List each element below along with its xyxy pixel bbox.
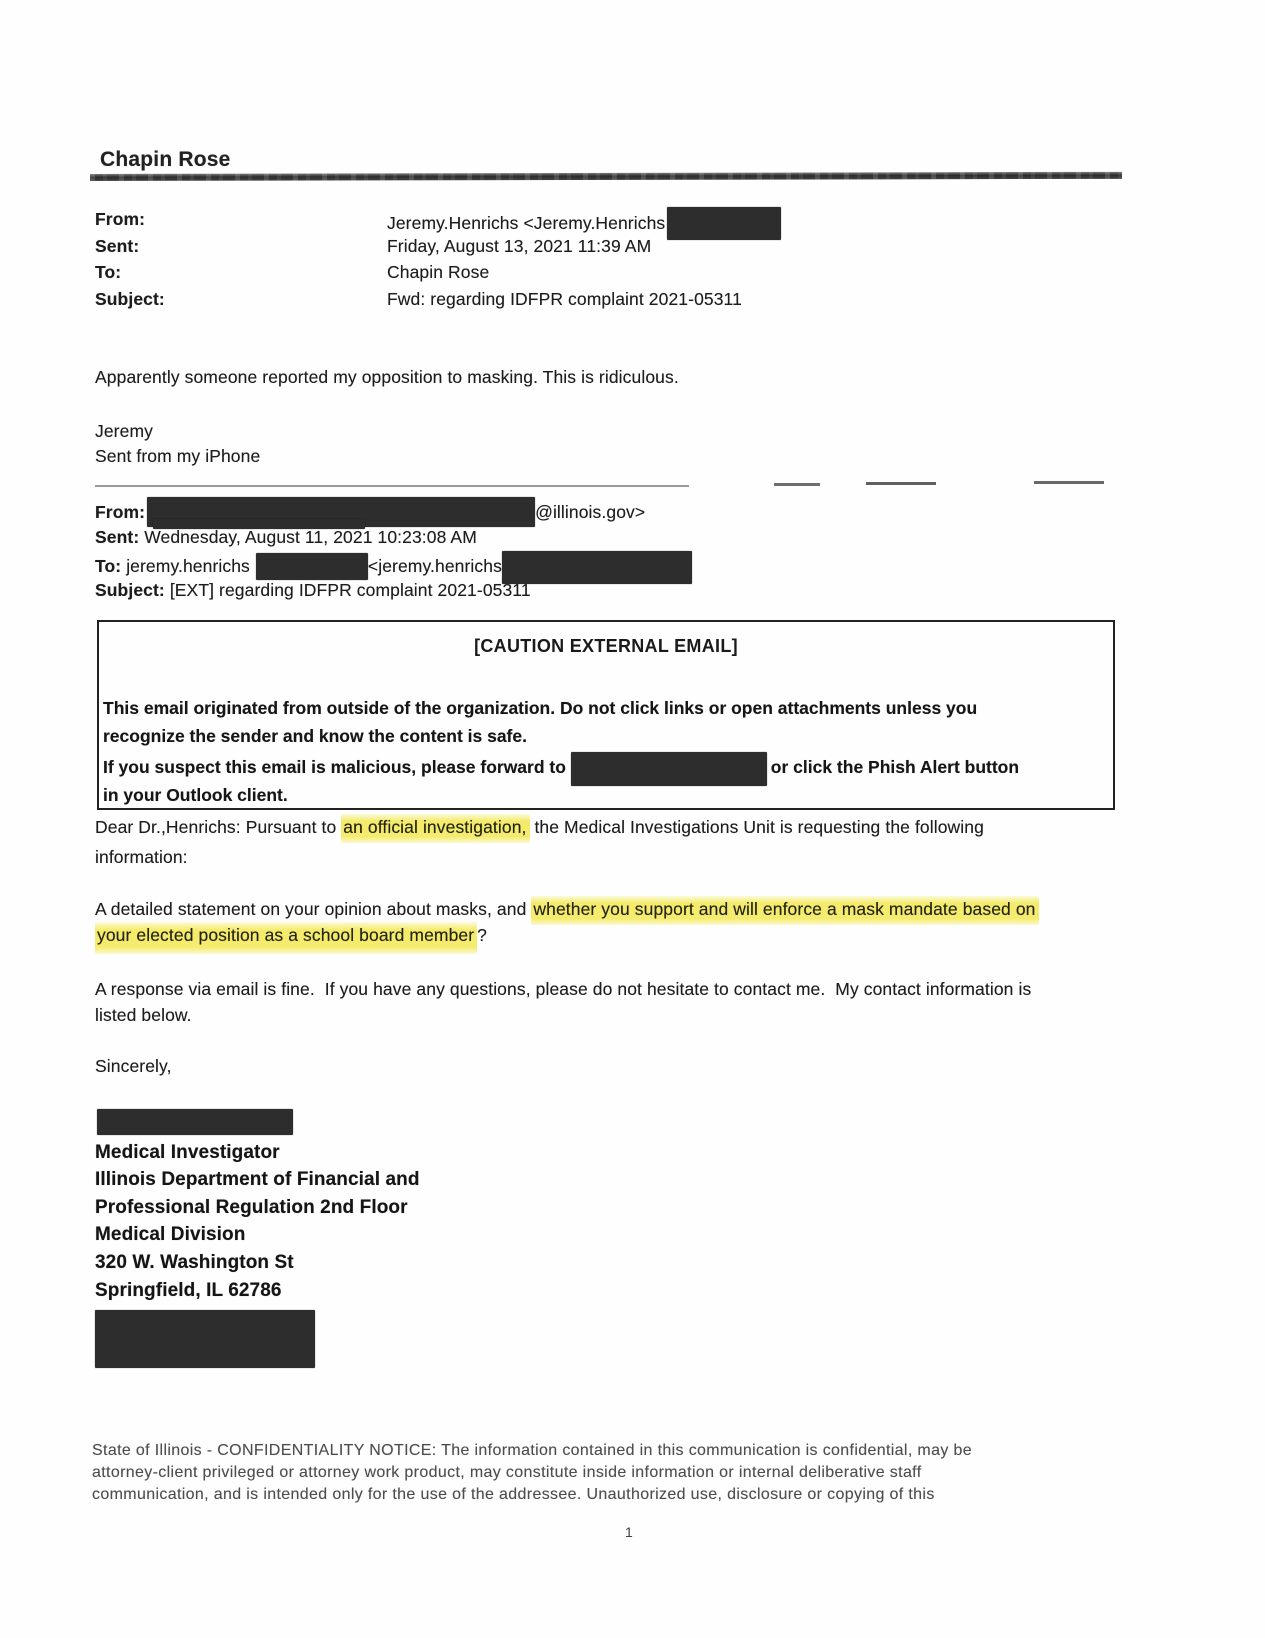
body-text: ? [477,925,488,945]
body-text: the Medical Investigations Unit is requesting the following [529,817,984,837]
signature-line-division: Medical Division [95,1224,246,1245]
body-text: A detailed statement on your opinion about masks, and [95,899,532,919]
caution-line-1: This email originated from outside of the organization. Do not click links or open attachments unless you [103,698,978,718]
email2-sent-row [95,525,477,549]
closing-line: Sincerely, [95,1056,172,1076]
scan-artifact-dash [774,483,820,486]
redaction-box [667,207,781,240]
page-title: Chapin Rose [100,148,231,171]
caution-external-email-box [97,620,1115,810]
email1-sent-label: Sent: [95,236,140,256]
email1-subject-value: Fwd: regarding IDFPR complaint 2021-05311 [387,289,742,309]
highlighted-text: an official investigation, [341,814,529,843]
email2-subject-label: Subject: [95,580,165,600]
email2-from-label: From: [95,502,146,522]
signature-line-city: Springfield, IL 62786 [95,1280,282,1301]
email2-from-suffix: @illinois.gov> [535,502,646,522]
scan-artifact-dash [1034,481,1104,484]
caution-title: [CAUTION EXTERNAL EMAIL] [474,636,738,656]
caution-line-3 [103,752,1019,786]
body-text: Dear Dr.,Henrichs: Pursuant to [95,817,342,837]
email2-sent-value: Wednesday, August 11, 2021 10:23:08 AM [144,527,477,547]
confidentiality-notice-line3: communication, and is intended only for the use of the addressee. Unauthorized use, disclosure or copying of this [92,1486,935,1503]
body-paragraph2-line2 [95,923,487,947]
signature-line-street: 320 W. Washington St [95,1252,294,1273]
body-paragraph2-line1 [95,897,1039,921]
email1-sender-name: Jeremy [95,421,153,441]
email2-sent-label: Sent: [95,527,140,547]
confidentiality-notice-line2: attorney-client privileged or attorney work product, may constitute inside information or internal deliberative staff [92,1464,922,1481]
redaction-box [256,553,368,580]
redaction-box [97,1109,293,1135]
body-paragraph1-line1 [95,815,984,839]
email1-to-label: To: [95,262,122,282]
body-paragraph3-line1: A response via email is fine. If you have any questions, please do not hesitate to contact me. My contact information is [95,979,1032,999]
caution-line-3-before: If you suspect this email is malicious, please forward to [103,757,571,777]
header-divider-rule [90,172,1122,181]
email1-to-value: Chapin Rose [387,262,490,282]
email1-body-line: Apparently someone reported my opposition to masking. This is ridiculous. [95,367,679,387]
email2-to-part2: <jeremy.henrichs [367,556,502,576]
caution-line-4: in your Outlook client. [103,785,288,805]
email1-from-text: Jeremy.Henrichs <Jeremy.Henrichs [387,213,666,233]
email2-subject-value: [EXT] regarding IDFPR complaint 2021-05311 [169,580,531,600]
redaction-box [571,752,767,786]
signature-line-org2: Professional Regulation 2nd Floor [95,1197,408,1218]
email2-to-part1: jeremy.henrichs [126,556,250,576]
highlighted-text: your elected position as a school board member [95,922,477,954]
email2-subject-row [95,578,531,602]
body-paragraph3-line2: listed below. [95,1005,192,1025]
email1-subject-label: Subject: [95,289,165,309]
email2-to-label: To: [95,556,122,576]
email1-from-label: From: [95,209,146,229]
caution-line-3-after: or click the Phish Alert button [770,757,1020,777]
confidentiality-notice-line1: State of Illinois - CONFIDENTIALITY NOTICE: The information contained in this communication is confidential, may be [92,1442,972,1459]
page-number: 1 [625,1524,633,1540]
signature-line-org1: Illinois Department of Financial and [95,1169,420,1190]
scan-separator-line [95,485,689,487]
redaction-box [95,1310,315,1368]
highlighted-text: whether you support and will enforce a mask mandate based on [531,896,1038,925]
body-paragraph1-line2: information: [95,847,188,867]
email1-sent-value: Friday, August 13, 2021 11:39 AM [387,236,652,256]
scan-artifact-dash [866,482,936,485]
signature-line-title: Medical Investigator [95,1142,280,1163]
caution-line-2: recognize the sender and know the content is safe. [103,726,527,746]
email1-sent-from-line: Sent from my iPhone [95,446,261,466]
